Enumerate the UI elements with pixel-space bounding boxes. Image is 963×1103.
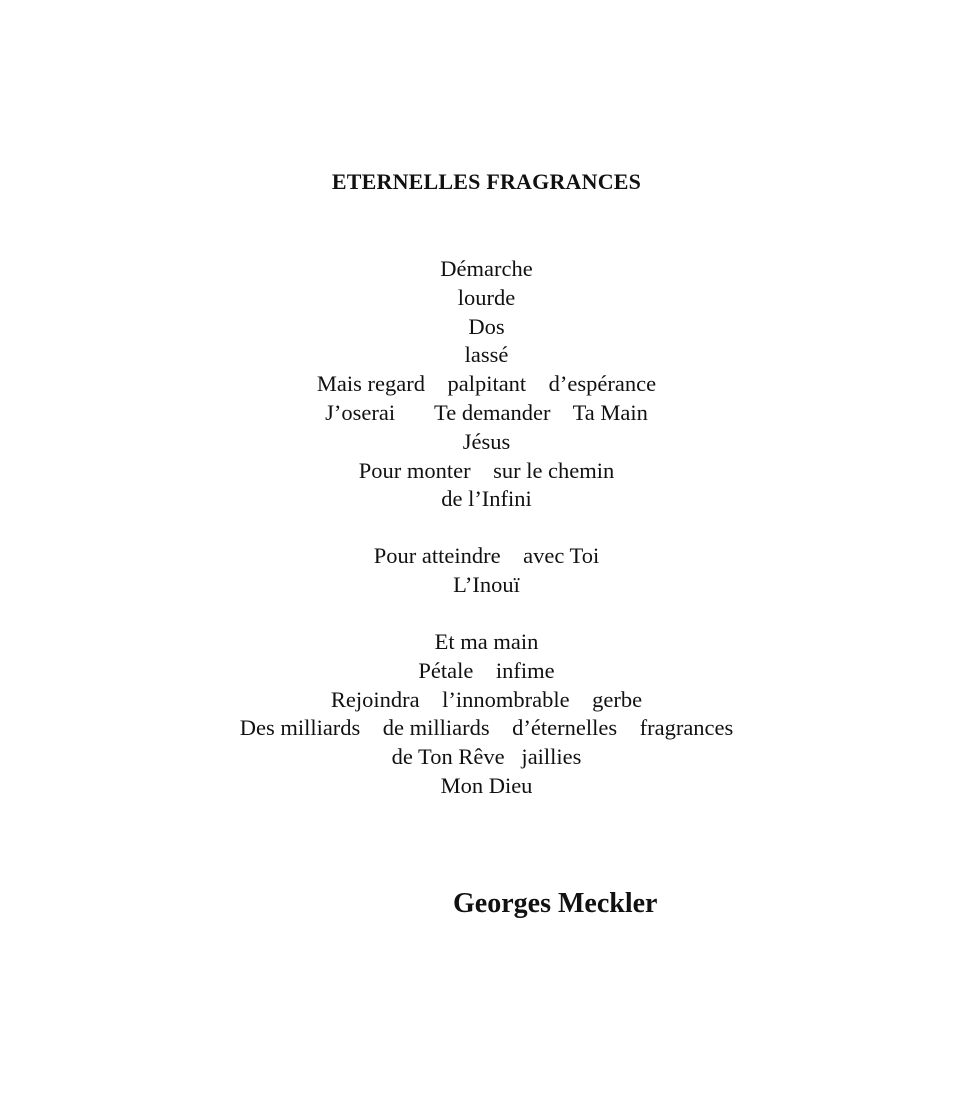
poem-line: de l’Infini xyxy=(441,486,532,512)
poem-line: J’oserai Te demander Ta Main xyxy=(325,399,648,425)
poem-line: Dos xyxy=(468,313,505,339)
poem-line: lassé xyxy=(464,342,509,368)
poem-line: de Ton Rêve jaillies xyxy=(391,744,582,770)
poem-line: Mais regard palpitant d’espérance xyxy=(316,371,657,397)
poem-line: L’Inouï xyxy=(453,571,520,597)
poem-line: Et ma main xyxy=(434,629,539,654)
poem-line: Pétale infime xyxy=(418,657,555,683)
poem-line: Rejoindra l’innombrable gerbe xyxy=(330,686,643,712)
poem-line: Démarche xyxy=(440,256,533,281)
author-signature: Georges Meckler xyxy=(453,888,658,919)
poem-line: Des milliards de milliards d’éternelles fragrances xyxy=(239,715,734,741)
poem-line: Pour atteindre avec Toi xyxy=(373,543,600,568)
poem-line: lourde xyxy=(457,284,516,310)
stanza-3 xyxy=(0,628,963,801)
stanza-1 xyxy=(0,255,963,514)
poem-line: Jésus xyxy=(462,428,511,454)
stanza-2 xyxy=(0,542,963,600)
poem-line: Pour monter sur le chemin xyxy=(358,457,615,483)
poem-line: Mon Dieu xyxy=(440,772,533,798)
poem-title: ETERNELLES FRAGRANCES xyxy=(331,169,642,194)
